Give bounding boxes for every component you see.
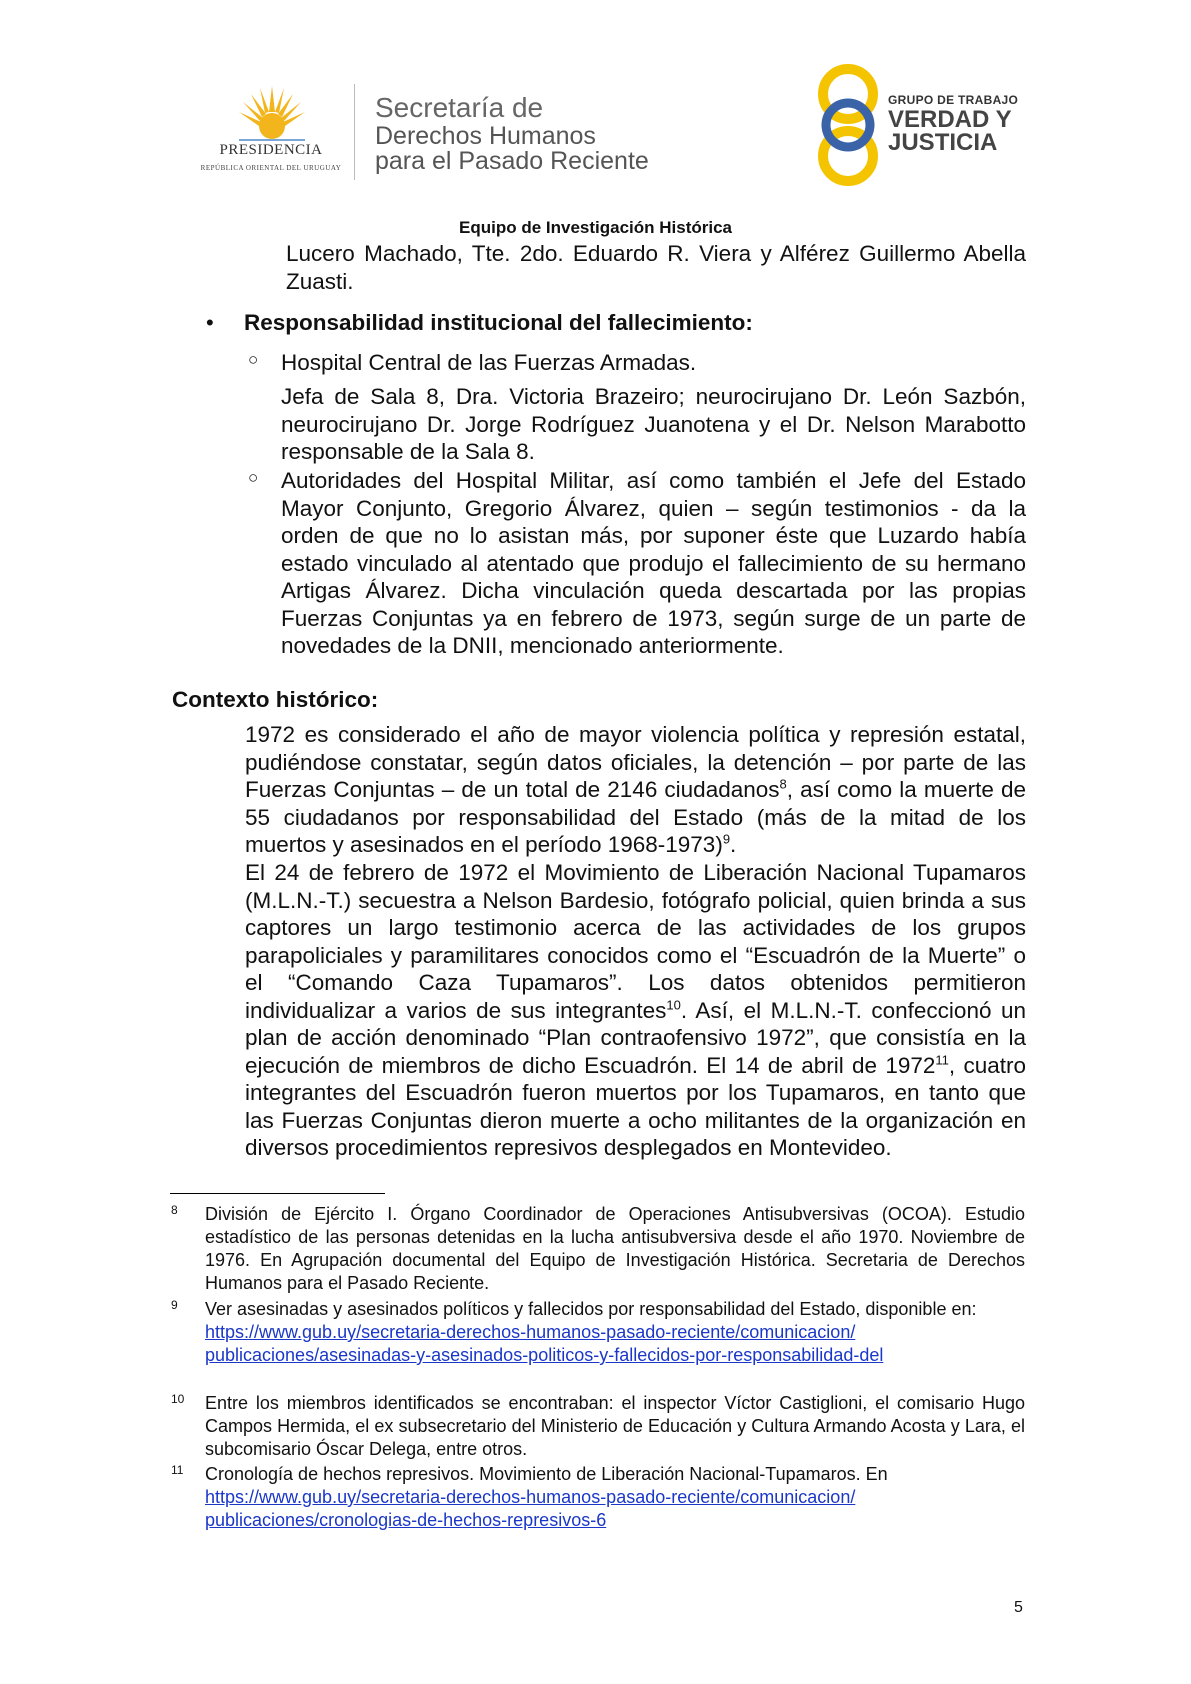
bullet-heading: Responsabilidad institucional del fallecimiento: xyxy=(244,310,753,335)
footnote-ref-9[interactable]: 9 xyxy=(722,831,731,847)
footnote-10-text: Entre los miembros identificados se encontraban: el inspector Víctor Castiglioni, el comisario Hugo Campos Hermida, el ex subsecretario del Ministerio de Educación y Cultura Armando Acosta y Lara, el subcomisario Óscar Delega, entre otros. xyxy=(205,1393,1025,1459)
sub2-text: Autoridades del Hospital Militar, así como también el Jefe del Estado Mayor Conjunto, Gregorio Álvarez, quien – según testimonios - da la orden de que no lo asistan más, por suponer éste que Luzardo había estado vinculado al atentado que produjo el fallecimiento de su hermano Artigas Álvarez. Dicha vinculación queda descartada por las propias Fuerzas Conjuntas ya en febrero de 1973, según surge de un parte de novedades de la DNII, mencionado anteriormente. xyxy=(281,468,1026,658)
intro-continuation: Lucero Machado, Tte. 2do. Eduardo R. Viera y Alférez Guillermo Abella Zuasti. xyxy=(286,241,1026,294)
footnote-11-text: Cronología de hechos represivos. Movimiento de Liberación Nacional-Tupamaros. En https://www.gub.uy/secretaria-derechos-humanos-pasado-reciente/comunicacion/ publicaciones/cronologias-de-hechos-represivos-6 xyxy=(205,1464,888,1530)
context-paragraph-2: El 24 de febrero de 1972 el Movimiento de Liberación Nacional Tupamaros (M.L.N.-T.) secuestra a Nelson Bardesio, fotógrafo policial, quien brinda a sus captores un largo testimonio acerca de las actividades de los grupos parapoliciales y paramilitares conocidos como el “Escuadrón de la Muerte” o el “Comando Caza Tupamaros”. Los datos obtenidos permitieron individualizar a varios de sus integrantes$^{10}$. Así, el M.L.N.-T. confeccionó un plan de acción denominado “Plan contraofensivo 1972”, que consistía en la ejecución de miembros de dicho Escuadrón. El 14 de abril de 1972$^{11}$, cuatro integrantes del Escuadrón fueron muertos por los Tupamaros, en tanto que las Fuerzas Conjuntas dieron muerte a ocho militantes de la organización en diversos procedimientos represivos desplegados en Montevideo. xyxy=(245,860,1026,1160)
footnote-ref-8[interactable]: 8 xyxy=(779,776,787,792)
grupo-line2: VERDAD Y xyxy=(888,106,1012,133)
verdad-justicia-rings-icon xyxy=(810,64,886,186)
grupo-line3: JUSTICIA xyxy=(888,129,998,156)
grupo-line1: GRUPO DE TRABAJO xyxy=(888,93,1019,107)
footnote-11-link[interactable]: https://www.gub.uy/secretaria-derechos-humanos-pasado-reciente/comunicacion/ publicaciones/cronologias-de-hechos-represivos-6 xyxy=(205,1487,856,1530)
presidencia-logo xyxy=(196,80,346,180)
sun-icon xyxy=(239,86,305,144)
context-heading: Contexto histórico: xyxy=(172,687,379,712)
footnote-ref-11[interactable]: 11 xyxy=(935,1052,949,1067)
circle-bullet-icon: ○ xyxy=(248,350,259,369)
context-paragraph-1: 1972 es considerado el año de mayor violencia política y represión estatal, pudiéndose constatar, según datos oficiales, la detención – por parte de las Fuerzas Conjuntas – de un total de 2146 ciudadanos$^8$, así como la muerte de 55 ciudadanos por responsabilidad del Estado (más de la mitad de los muertos y asesinados en el período 1968-1973)$^9$. xyxy=(245,722,1027,857)
sub1-title: Hospital Central de las Fuerzas Armadas. xyxy=(281,350,697,375)
footnote-9-link[interactable]: https://www.gub.uy/secretaria-derechos-humanos-pasado-reciente/comunicacion/ publicaciones/asesinadas-y-asesinados-politicos-y-fallecidos-por-responsabilidad-del xyxy=(205,1322,884,1365)
page-number: 5 xyxy=(1014,1599,1023,1616)
footnote-separator xyxy=(170,1193,385,1194)
bullet-icon: • xyxy=(206,310,214,335)
footnote-10-number: 10 xyxy=(171,1392,185,1406)
footnote-9-number: 9 xyxy=(171,1298,178,1312)
footnote-11-number: 11 xyxy=(171,1463,184,1477)
footnote-ref-10[interactable]: 10 xyxy=(666,997,681,1012)
secretaria-line3: para el Pasado Reciente xyxy=(375,147,649,175)
presidencia-subtitle: REPÚBLICA ORIENTAL DEL URUGUAY xyxy=(200,164,342,172)
secretaria-line2: Derechos Humanos xyxy=(375,122,596,150)
circle-bullet-icon: ○ xyxy=(248,468,259,487)
footnote-8-text: División de Ejército I. Órgano Coordinador de Operaciones Antisubversivas (OCOA). Estudio estadístico de las personas detenidas en la lucha antisubversiva desde el año 1970. Noviembre de 1976. En Agrupación documental del Equipo de Investigación Histórica. Secretaria de Derechos Humanos para el Pasado Reciente. xyxy=(205,1204,1025,1293)
footnote-9-text: Ver asesinadas y asesinados políticos y fallecidos por responsabilidad del Estado, disponible en: https://www.gub.uy/secretaria-derechos-humanos-pasado-reciente/comunicacion/ publicaciones/asesinadas-y-asesinados-politicos-y-fallecidos-por-responsabilidad-del xyxy=(205,1299,977,1365)
header-divider xyxy=(354,84,355,180)
team-title: Equipo de Investigación Histórica xyxy=(459,218,732,237)
footnote-8-number: 8 xyxy=(171,1203,178,1217)
sub1-detail: Jefa de Sala 8, Dra. Victoria Brazeiro; neurocirujano Dr. León Sazbón, neurocirujano Dr. Jorge Rodríguez Juanotena y el Dr. Nelson Marabotto responsable de la Sala 8. xyxy=(281,384,1026,464)
secretaria-line1: Secretaría de xyxy=(375,92,544,123)
presidencia-title: PRESIDENCIA xyxy=(219,142,323,158)
